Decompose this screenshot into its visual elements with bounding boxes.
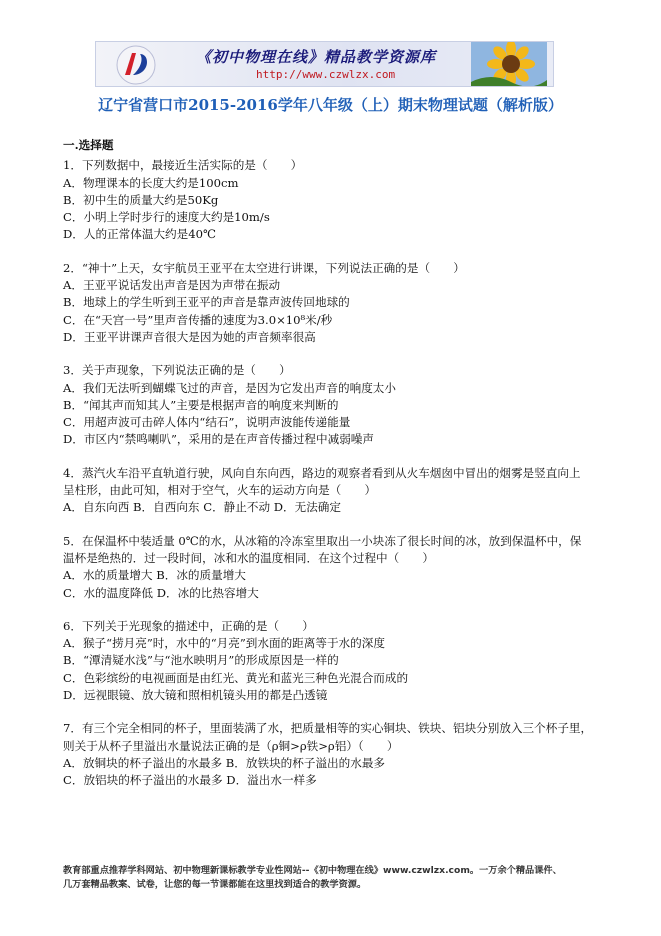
- answer-option: B．初中生的质量大约是50Kg: [63, 192, 219, 207]
- answer-option: C．用超声波可击碎人体内“结石”，说明声波能传递能量: [63, 415, 351, 430]
- answer-option: D．王亚平讲课声音很大是因为她的声音频率很高: [63, 329, 316, 344]
- question-stem: 5．在保温杯中装适量 0℃的水，从冰箱的冷冻室里取出一小块冻了很长时间的冰，放到保温杯中，保: [63, 533, 582, 548]
- answer-option: A．猴子“捞月亮”时，水中的“月亮”到水面的距离等于水的深度: [63, 636, 385, 651]
- question-6: [63, 618, 603, 704]
- answer-option: C．色彩缤纷的电视画面是由红光、黄光和蓝光三种色光混合而成的: [63, 670, 409, 685]
- question-1: [63, 157, 603, 243]
- banner-url: http://www.czwlzx.com: [256, 68, 396, 81]
- site-logo-icon: [116, 45, 156, 85]
- question-stem: 呈柱形，由此可知，相对于空气，火车的运动方向是（ ）: [63, 483, 377, 498]
- question-stem: 6．下列关于光现象的描述中，正确的是（ ）: [63, 618, 314, 633]
- document-body: [63, 137, 603, 790]
- question-stem: 4．蒸汽火车沿平直轨道行驶，风向自东向西，路边的观察者看到从火车烟囱中冒出的烟雾是竖直向上: [63, 465, 581, 480]
- answer-option: D．人的正常体温大约是40℃: [63, 227, 216, 242]
- question-stem: 1．下列数据中，最接近生活实际的是（ ）: [63, 158, 303, 173]
- footer-note: [63, 864, 608, 892]
- answer-option: D．市区内“禁鸣喇叭”，采用的是在声音传播过程中减弱噪声: [63, 432, 374, 447]
- answer-option: C．在“天宫一号”里声音传播的速度为3.0×10⁸米/秒: [63, 312, 333, 327]
- answer-option: A．物理课本的长度大约是100cm: [63, 175, 239, 190]
- question-stem: 则关于从杯子里溢出水量说法正确的是（ρ铜>ρ铁>ρ铝）（ ）: [63, 738, 399, 753]
- answer-option: C．水的温度降低 D．冰的比热容增大: [63, 585, 259, 600]
- question-stem: 7．有三个完全相同的杯子，里面装满了水，把质量相等的实心铜块、铁块、铝块分别放入三个杯子里，: [63, 721, 593, 736]
- answer-option: B．“潭清疑水浅”与“池水映明月”的形成原因是一样的: [63, 653, 339, 668]
- answer-option: A．王亚平说话发出声音是因为声带在振动: [63, 278, 281, 293]
- question-2: [63, 260, 603, 346]
- answer-option: A．水的质量增大 B．冰的质量增大: [63, 568, 246, 583]
- answer-option: A．放铜块的杯子溢出的水最多 B．放铁块的杯子溢出的水最多: [63, 755, 386, 770]
- question-stem: 3．关于声现象，下列说法正确的是（ ）: [63, 363, 291, 378]
- section-heading: 一.选择题: [63, 138, 114, 152]
- banner-title: 《初中物理在线》精品教学资源库: [196, 48, 437, 66]
- answer-option: A．自东向西 B．自西向东 C．静止不动 D．无法确定: [63, 500, 341, 515]
- question-stem: 2．“神十”上天，女宇航员王亚平在太空进行讲课，下列说法正确的是（ ）: [63, 260, 465, 275]
- answer-option: B．地球上的学生听到王亚平的声音是靠声波传回地球的: [63, 295, 350, 310]
- answer-option: D．远视眼镜、放大镜和照相机镜头用的都是凸透镜: [63, 688, 328, 703]
- answer-option: A．我们无法听到蝴蝶飞过的声音，是因为它发出声音的响度太小: [63, 380, 396, 395]
- question-4: [63, 465, 603, 517]
- answer-option: C．放铝块的杯子溢出的水最多 D．溢出水一样多: [63, 773, 317, 788]
- document-title: 辽宁省营口市2015-2016学年八年级（上）期末物理试题（解析版）: [98, 96, 563, 114]
- answer-option: B．“闻其声而知其人”主要是根据声音的响度来判断的: [63, 397, 339, 412]
- question-7: [63, 720, 603, 789]
- footer-line: 几万套精品教案、试卷，让您的每一节课都能在这里找到适合的教学资源。: [63, 879, 367, 890]
- sunflower-icon: [471, 42, 547, 87]
- question-list: [63, 157, 603, 789]
- header-banner: [95, 41, 554, 87]
- question-stem: 温杯是绝热的．过一段时间，冰和水的温度相同．在这个过程中（ ）: [63, 550, 435, 565]
- question-3: [63, 362, 603, 448]
- footer-line: 教育部重点推荐学科网站、初中物理新课标教学专业性网站--《初中物理在线》www.czwlzx.com。一万余个精品课件、: [63, 865, 562, 876]
- question-5: [63, 533, 603, 602]
- answer-option: C．小明上学时步行的速度大约是10m/s: [63, 210, 270, 225]
